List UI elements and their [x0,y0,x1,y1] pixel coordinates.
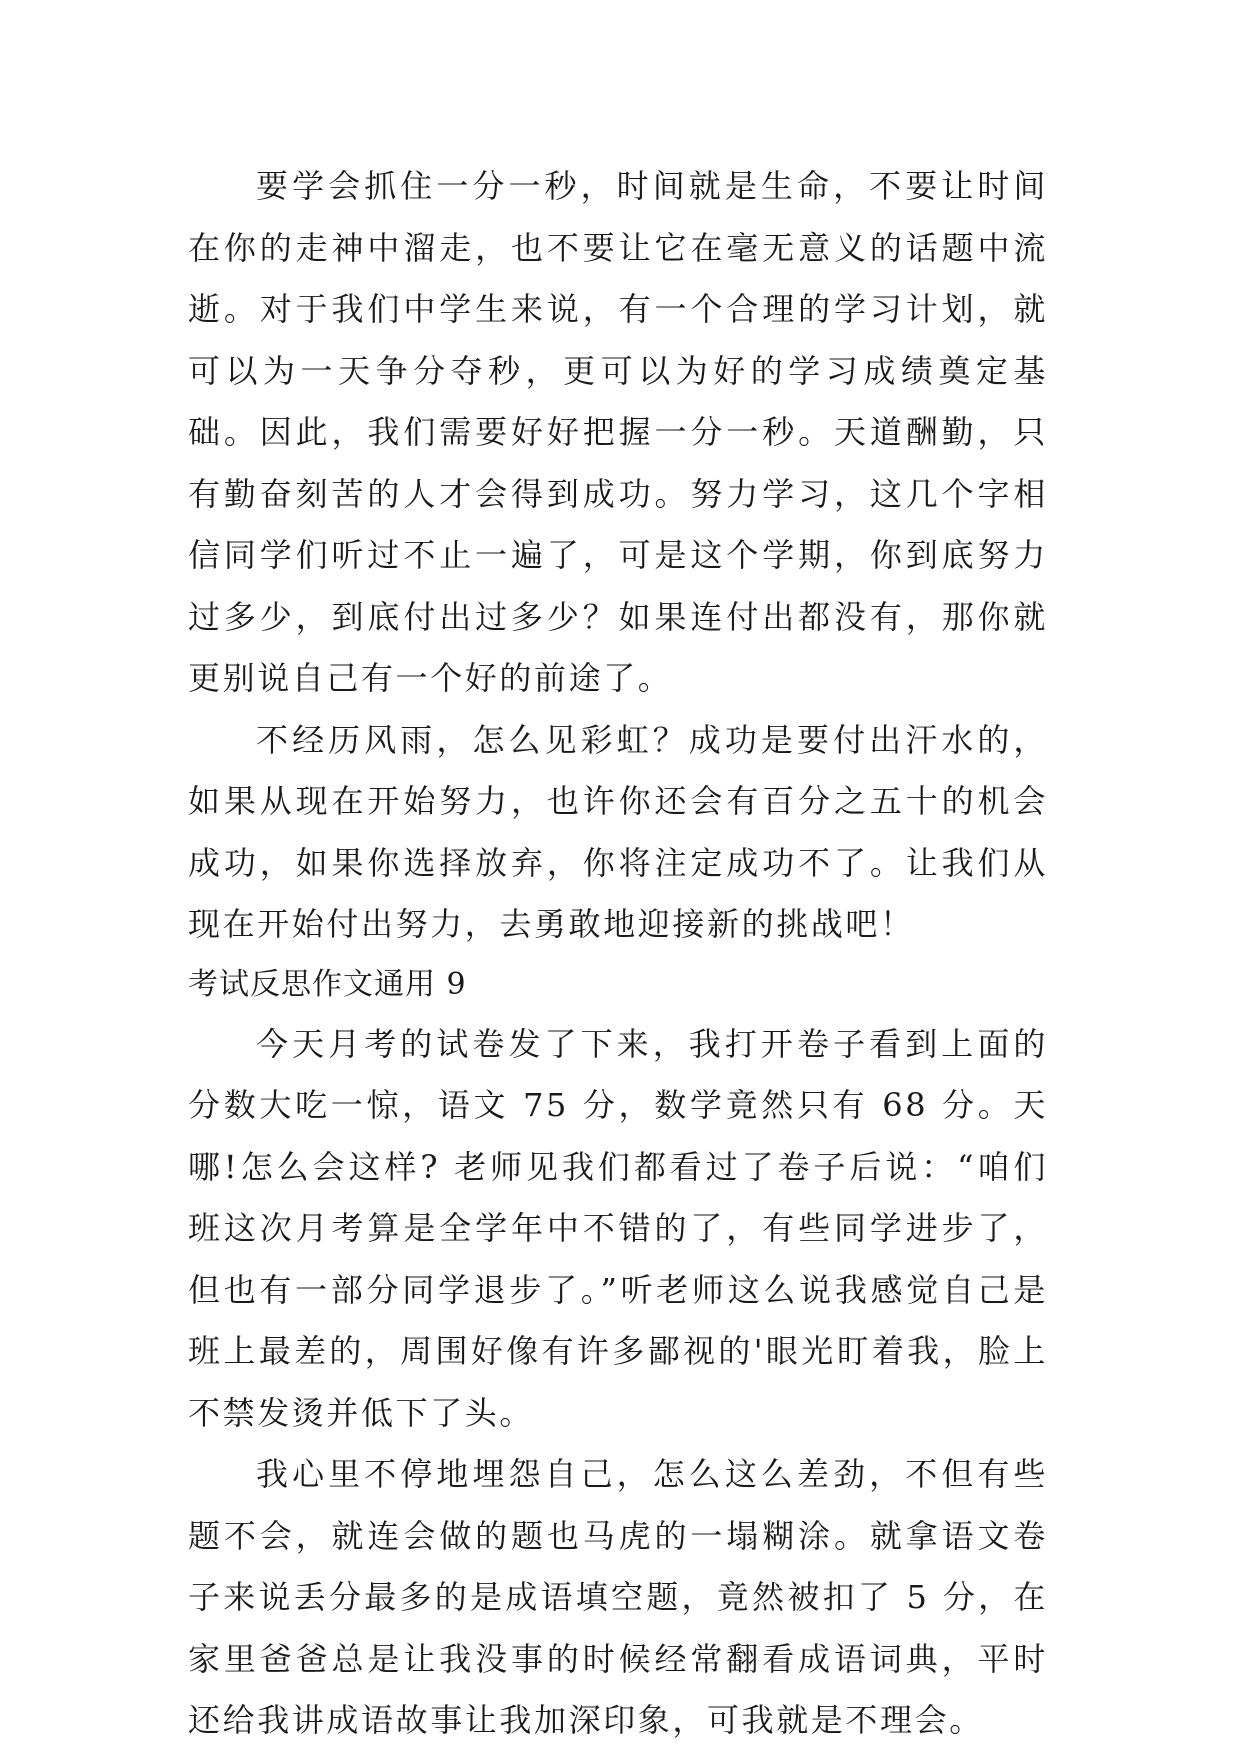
section-title: 考试反思作文通用 9 [188,966,467,1002]
paragraph-rainbow: 不经历风雨，怎么见彩虹？成功是要付出汗水的，如果从现在开始努力，也许你还会有百分之五十的机会成功，如果你选择放弃，你将注定成功不了。让我们从现在开始付出努力，去勇敢地迎接新的挑战吧！ [188,720,1048,943]
paragraph-exam-results: 今天月考的试卷发了下来，我打开卷子看到上面的分数大吃一惊，语文 75 分，数学竟然只有 68 分。天哪!怎么会这样? 老师见我们都看过了卷子后说：“咱们班这次月考算是全学年中不错的了，有些同学进步了，但也有一部分同学退步了。”听老师这么说我感觉自己是班上最差的，周围好像有许多鄙视的'眼光盯着我，脸上不禁发烫并低下了头。 [188,1024,1048,1432]
paragraph-self-reflection: 我心里不停地埋怨自己，怎么这么差劲，不但有些题不会，就连会做的题也马虎的一塌糊涂。就拿语文卷子来说丢分最多的是成语填空题，竟然被扣了 5 分，在家里爸爸总是让我没事的时候经常翻看成语词典，平时还给我讲成语故事让我加深印象，可我就是不理会。 [188,1455,1048,1739]
document-body [188,156,1048,1752]
paragraph-time-management: 要学会抓住一分一秒，时间就是生命，不要让时间在你的走神中溜走，也不要让它在毫无意义的话题中流逝。对于我们中学生来说，有一个合理的学习计划，就可以为一天争分夺秒，更可以为好的学习成绩奠定基础。因此，我们需要好好把握一分一秒。天道酬勤，只有勤奋刻苦的人才会得到成功。努力学习，这几个字相信同学们听过不止一遍了，可是这个学期，你到底努力过多少，到底付出过多少？如果连付出都没有，那你就更别说自己有一个好的前途了。 [188,167,1048,697]
